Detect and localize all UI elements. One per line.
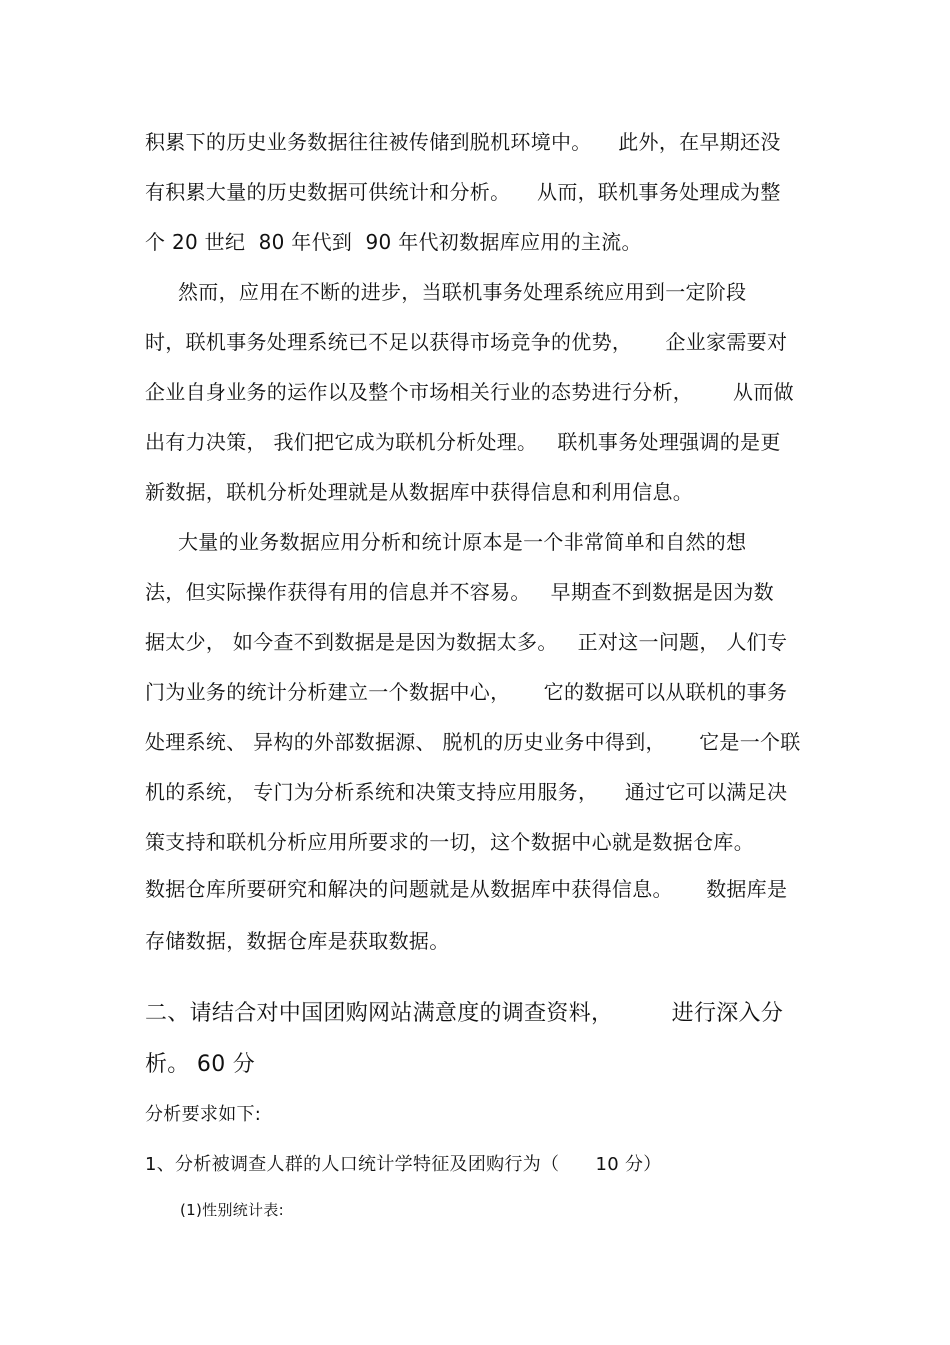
paragraph-3-line-5: 处理系统、 异构的外部数据源、 脱机的历史业务中得到， 它是一个联: [145, 730, 801, 754]
paragraph-2-line-5: 新数据，联机分析处理就是从数据库中获得信息和利用信息。: [145, 480, 694, 504]
paragraph-3-line-2: 法，但实际操作获得有用的信息并不容易。 早期查不到数据是因为数: [145, 580, 774, 604]
section-heading-line-2: 析。 60 分: [145, 1052, 256, 1077]
paragraph-2-line-2: 时，联机事务处理系统已不足以获得市场竞争的优势， 企业家需要对: [145, 330, 788, 354]
paragraph-3-line-8: 数据仓库所要研究和解决的问题就是从数据库中获得信息。 数据库是: [145, 877, 788, 901]
paragraph-1-line-2: 有积累大量的历史数据可供统计和分析。 从而，联机事务处理成为整: [145, 180, 781, 204]
paragraph-1-line-1: 积累下的历史业务数据往往被传储到脱机环境中。 此外，在早期还没: [145, 130, 781, 154]
paragraph-2-line-3: 企业自身业务的运作以及整个市场相关行业的态势进行分析， 从而做: [145, 380, 794, 404]
requirements-intro: 分析要求如下:: [145, 1104, 262, 1125]
paragraph-3-line-4: 门为业务的统计分析建立一个数据中心， 它的数据可以从联机的事务: [145, 680, 788, 704]
paragraph-3-line-7: 策支持和联机分析应用所要求的一切，这个数据中心就是数据仓库。: [145, 830, 754, 854]
paragraph-2-line-1: 然而，应用在不断的进步，当联机事务处理系统应用到一定阶段: [178, 280, 747, 304]
section-heading-line-1: 二、请结合对中国团购网站满意度的调查资料， 进行深入分: [145, 1001, 784, 1026]
paragraph-2-line-4: 出有力决策， 我们把它成为联机分析处理。 联机事务处理强调的是更: [145, 430, 781, 454]
paragraph-1-line-3: 个 20 世纪 80 年代到 90 年代初数据库应用的主流。: [145, 230, 642, 254]
requirement-item-1-sub: (1)性别统计表:: [180, 1201, 285, 1219]
paragraph-3-line-6: 机的系统， 专门为分析系统和决策支持应用服务， 通过它可以满足决: [145, 780, 788, 804]
requirement-item-1: 1、分析被调查人群的人口统计学特征及团购行为（ 10 分）: [145, 1154, 662, 1175]
paragraph-3-line-9: 存储数据，数据仓库是获取数据。: [145, 929, 450, 953]
paragraph-3-line-3: 据太少， 如今查不到数据是是因为数据太多。 正对这一问题， 人们专: [145, 630, 788, 654]
paragraph-3-line-1: 大量的业务数据应用分析和统计原本是一个非常简单和自然的想: [178, 530, 747, 554]
